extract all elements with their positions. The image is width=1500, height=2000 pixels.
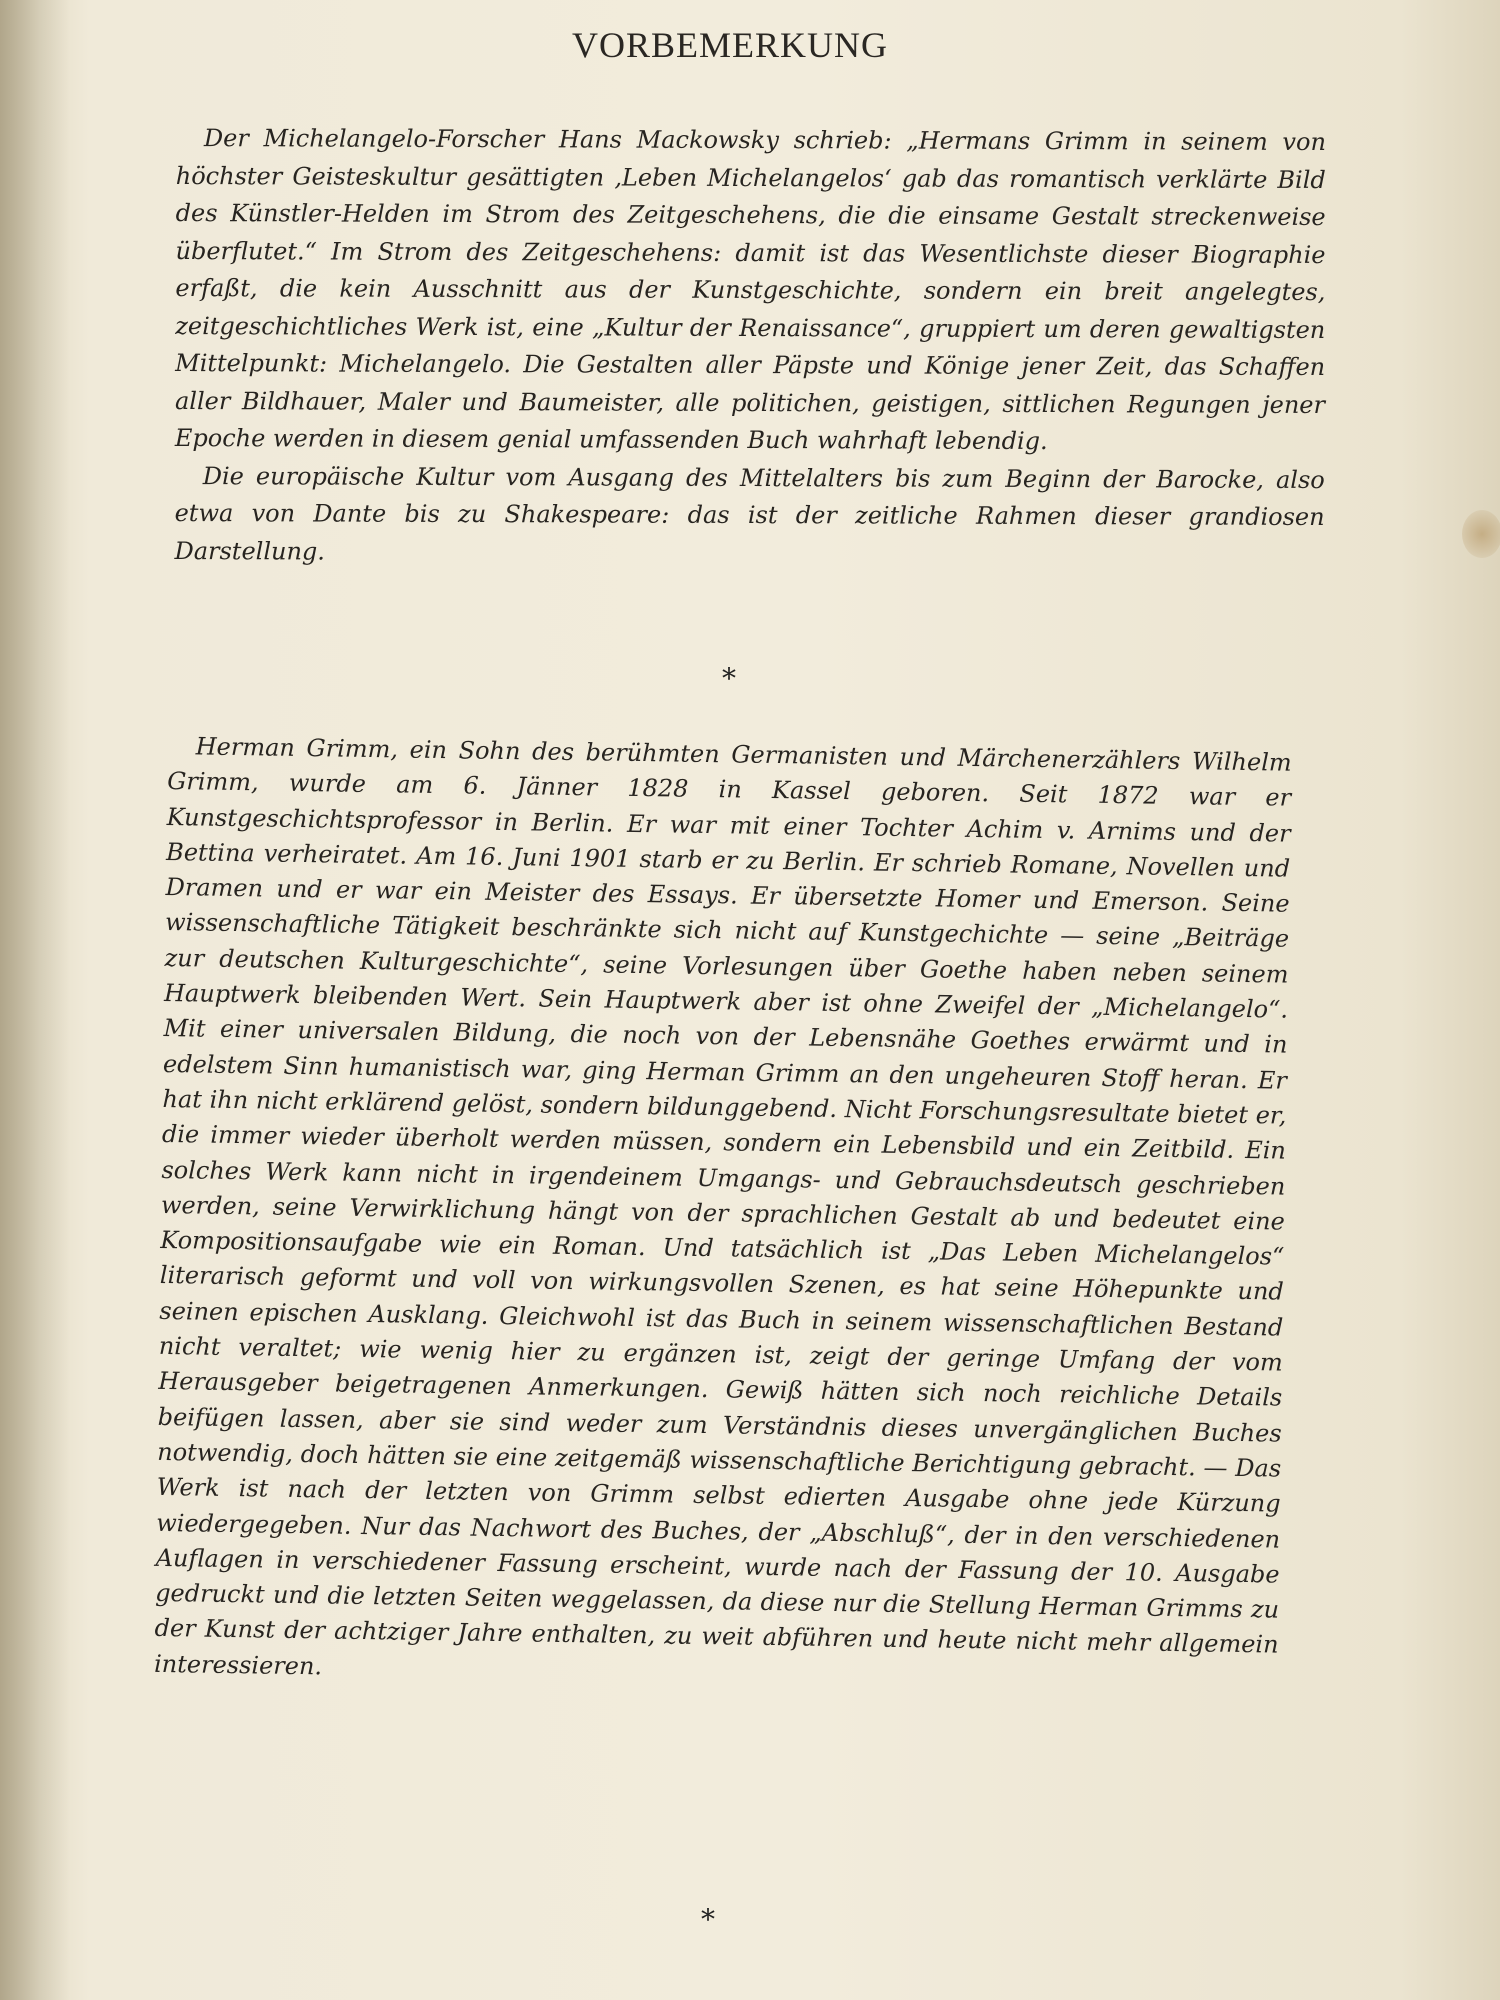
page-gutter-shadow (0, 0, 70, 2000)
paper-stain (1462, 510, 1500, 558)
intro-paragraph-1: Der Michelangelo-Forscher Hans Mackowsky schrieb: „Hermans Grimm in seinem von höchster Geisteskultur gesättigten ‚Leben Michelangelos‘ gab das romantisch verklärte Bild des Künstler-Helden im Strom des Zeitgeschehens, die die einsame Gestalt streckenweise überflutet.“ Im Strom des Zeitgeschehens: damit ist das Wesentlichste dieser Biographie erfaßt, die kein Ausschnitt aus der Kunstgeschichte, sondern ein breit angelegtes, zeitgeschichtliches Werk ist, eine „Kultur der Renaissance“, gruppiert um deren gewaltigsten Mittelpunkt: Michelangelo. Die Gestalten aller Päpste und Könige jener Zeit, das Schaffen aller Bildhauer, Maler und Baumeister, alle politichen, geistigen, sittlichen Regungen jener Epoche werden in diesem genial umfassenden Buch wahrhaft lebendig. (174, 124, 1326, 456)
section-separator-2: * (701, 1903, 715, 1936)
section-separator-1: * (722, 662, 736, 695)
intro-paragraph-2: Die europäische Kultur vom Ausgang des Mittelalters bis zum Beginn der Barocke, also etwa von Dante bis zu Shakespeare: das ist der zeitliche Rahmen dieser grandiosen Darstellung. (174, 461, 1325, 566)
biography-paragraph: Herman Grimm, ein Sohn des berühmten Germanisten und Märchenerzählers Wilhelm Grimm, wurde am 6. Jänner 1828 in Kassel geboren. Seit 1872 war er Kunstgeschichtsprofessor in Berlin. Er war mit einer Tochter Achim v. Arnims und der Bettina verheiratet. Am 16. Juni 1901 starb er zu Berlin. Er schrieb Romane, Novellen und Dramen und er war ein Meister des Essays. Er übersetzte Homer und Emerson. Seine wissenschaftliche Tätigkeit beschränkte sich nicht auf Kunstgechichte — seine „Beiträge zur deutschen Kulturgeschichte“, seine Vorlesungen über Goethe haben neben seinem Hauptwerk bleibenden Wert. Sein Hauptwerk aber ist ohne Zweifel der „Michelangelo“. Mit einer universalen Bildung, die noch von der Lebensnähe Goethes erwärmt und in edelstem Sinn humanistisch war, ging Herman Grimm an den ungeheuren Stoff heran. Er hat ihn nicht erklärend gelöst, sondern bildunggebend. Nicht Forschungsresultate bietet er, die immer wieder überholt werden müssen, sondern ein Lebensbild und ein Zeitbild. Ein solches Werk kann nicht in irgendeinem Umgangs- und Gebrauchsdeutsch geschrieben werden, seine Verwirklichung hängt von der sprachlichen Gestalt ab und bedeutet eine Kompositionsaufgabe wie ein Roman. Und tatsächlich ist „Das Leben Michelangelos“ literarisch geformt und voll von wirkungsvollen Szenen, es hat seine Höhepunkte und seinen epischen Ausklang. Gleichwohl ist das Buch in seinem wissenschaftlichen Bestand nicht veraltet; wie wenig hier zu ergänzen ist, zeigt der geringe Umfang der vom Herausgeber beigetragenen Anmerkungen. Gewiß hätten sich noch reichliche Details beifügen lassen, aber sie sind weder zum Verständnis dieses unvergänglichen Buches notwendig, doch hätten sie eine zeitgemäß wissenschaftliche Berichtigung gebracht. — Das Werk ist nach der letzten von Grimm selbst edierten Ausgabe ohne jede Kürzung wiedergegeben. Nur das Nachwort des Buches, der „Abschluß“, der in den verschiedenen Auflagen in verschiedener Fassung erscheint, wurde nach der Fassung der 10. Ausgabe gedruckt und die letzten Seiten weggelassen, da diese nur die Stellung Herman Grimms zu der Kunst der achtziger Jahre enthalten, zu weit abführen und heute nicht mehr allgemein interessieren. (153, 732, 1292, 1681)
biography-section (154, 729, 1292, 1699)
intro-section (174, 120, 1326, 574)
page-title: VORBEMERKUNG (571, 25, 888, 65)
